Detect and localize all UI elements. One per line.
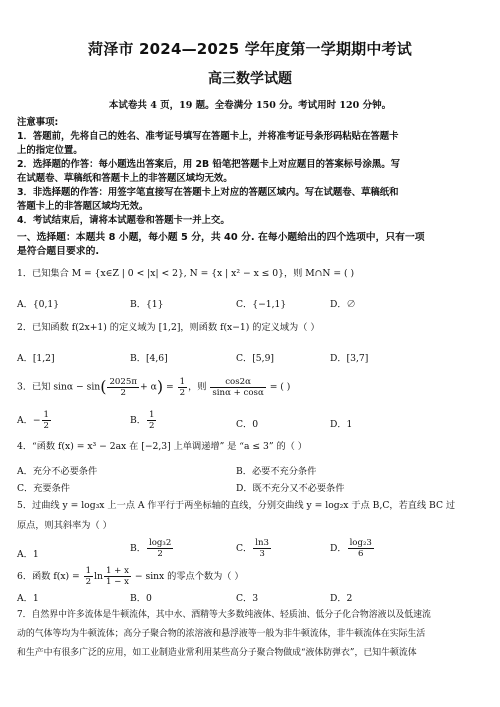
question-6-option-c: C．3 — [236, 593, 259, 604]
question-7-line-1: 7．自然界中许多流体是牛顿流体，其中水、酒精等大多数纯液体、轻质油、低分子化合物溶液以及低速流 — [17, 610, 431, 620]
question-6-option-b: B．0 — [130, 593, 152, 604]
question-2-option-b: B．[4,6] — [130, 353, 168, 364]
q3-main-fraction: $\frac{\cos 2\alpha}{\sin\alpha + \cos\alpha}$ — [212, 376, 264, 398]
question-2-stem: 2．已知函数 f(2x+1) 的定义域为 [1,2]，则函数 f(x−1) 的定义域为（ ） — [17, 322, 320, 333]
exam-title: 菏泽市 2024—2025 学年度第一学期期中考试 — [88, 40, 412, 58]
question-6-stem: 6．函数 f(x) = $\frac{1}{2}$ ln $\frac{1 + x}{1 - x}$ − sinx 的零点个数为（ ） — [17, 566, 244, 587]
question-5-option-a: A．1 — [17, 549, 39, 560]
question-3-stem: 3．已知 sinα − sin( $\frac{2025\pi}{2}$ + α) = $\frac{1}{2}$ ，则 $\frac{\cos 2\alpha}{\sin\alpha + \cos\alpha}$ = ( ) — [17, 376, 291, 398]
question-5-option-d: D． $\frac{\text{log₂3}}{6}$ — [330, 538, 372, 559]
question-4-option-a: A．充分不必要条件 — [17, 466, 98, 477]
notes-heading: 注意事项: — [17, 117, 59, 128]
question-2-option-d: D．[3,7] — [330, 353, 369, 364]
question-5-option-b: B． $\frac{\text{log₃2}}{2}$ — [130, 538, 172, 559]
question-4-option-b: B．必要不充分条件 — [236, 466, 317, 477]
section-1-heading-cont: 是符合题目要求的. — [17, 246, 100, 257]
question-5-stem: 5．过曲线 y = log₃x 上一点 A 作平行于两坐标轴的直线，分别交曲线 y = log₂x 于点 B,C，若直线 BC 过 — [17, 500, 456, 511]
note-4: 4．考试结束后，请将本试题卷和答题卡一并上交。 — [17, 215, 230, 226]
question-1-option-d: D．∅ — [330, 299, 356, 310]
q6-log-fraction: $\frac{1 + x}{1 - x}$ — [105, 566, 129, 587]
question-3-option-b: B． $\frac{1}{2}$ — [130, 410, 155, 431]
question-1-option-c: C．{−1,1} — [236, 299, 287, 310]
q3-arg-fraction: $\frac{2025\pi}{2}$ — [109, 376, 137, 398]
question-4-option-d: D．既不充分又不必要条件 — [236, 483, 345, 494]
question-7-line-2: 动的气体等均为牛顿流体；高分子聚合物的浓溶液和悬浮液等一般为非牛顿流体，非牛顿流体在实际生活 — [17, 629, 426, 639]
q3-pre: 3．已知 sinα − sin — [17, 381, 101, 393]
question-4-option-c: C．充要条件 — [17, 483, 70, 494]
note-1b: 上的指定位置。 — [17, 145, 83, 156]
section-1-heading: 一、选择题：本题共 8 小题，每小题 5 分，共 40 分. 在每小题给出的四个选项中，只有一项 — [17, 232, 425, 243]
question-2-option-a: A．[1,2] — [17, 353, 55, 364]
question-6-option-d: D．2 — [330, 593, 353, 604]
q3-rhs-fraction: $\frac{1}{2}$ — [179, 376, 186, 398]
note-1a: 1．答题前，先将自己的姓名、准考证号填写在答题卡上，并将准考证号条形码粘贴在答题卡 — [17, 131, 399, 142]
question-3-option-d: D．1 — [330, 419, 353, 430]
question-7-line-3: 和生产中有很多广泛的应用，如工业制造业常利用某些高分子聚合物做成“液体防弹衣”，已知牛顿流体 — [17, 648, 417, 658]
question-5-option-c: C． $\frac{\ln 3}{3}$ — [236, 538, 269, 559]
note-3a: 3．非选择题的作答：用签字笔直接写在答题卡上对应的答题区域内。写在试题卷、草稿纸和 — [17, 187, 399, 198]
note-3b: 答题卡上的非答题区域均无效。 — [17, 201, 149, 212]
q6-coef-fraction: $\frac{1}{2}$ — [85, 566, 92, 587]
question-4-stem: 4．“函数 f(x) = x³ − 2ax 在 [−2,3] 上单调递增” 是 “a ≤ 3” 的（ ） — [17, 441, 307, 452]
question-5-stem-cont: 原点，则其斜率为（ ） — [17, 520, 112, 531]
question-6-option-a: A．1 — [17, 593, 39, 604]
question-1-option-a: A．{0,1} — [17, 299, 60, 310]
question-3-option-c: C．0 — [236, 419, 259, 430]
note-2b: 在试题卷、草稿纸和答题卡上的非答题区域均无效。 — [17, 173, 233, 184]
question-2-option-c: C．[5,9] — [236, 353, 274, 364]
note-2a: 2．选择题的作答：每小题选出答案后，用 2B 铅笔把答题卡上对应题目的答案标号涂黑。写 — [17, 159, 400, 170]
exam-subtitle: 高三数学试题 — [208, 71, 292, 87]
question-1-stem: 1．已知集合 M = {x∈Z | 0 < |x| < 2}, N = {x | x² − x ≤ 0}，则 M∩N = ( ) — [17, 268, 355, 279]
question-1-option-b: B．{1} — [130, 299, 164, 310]
exam-info: 本试卷共 4 页，19 题。全卷满分 150 分。考试用时 120 分钟。 — [108, 100, 392, 111]
question-3-option-a: A．− $\frac{1}{2}$ — [17, 410, 49, 431]
